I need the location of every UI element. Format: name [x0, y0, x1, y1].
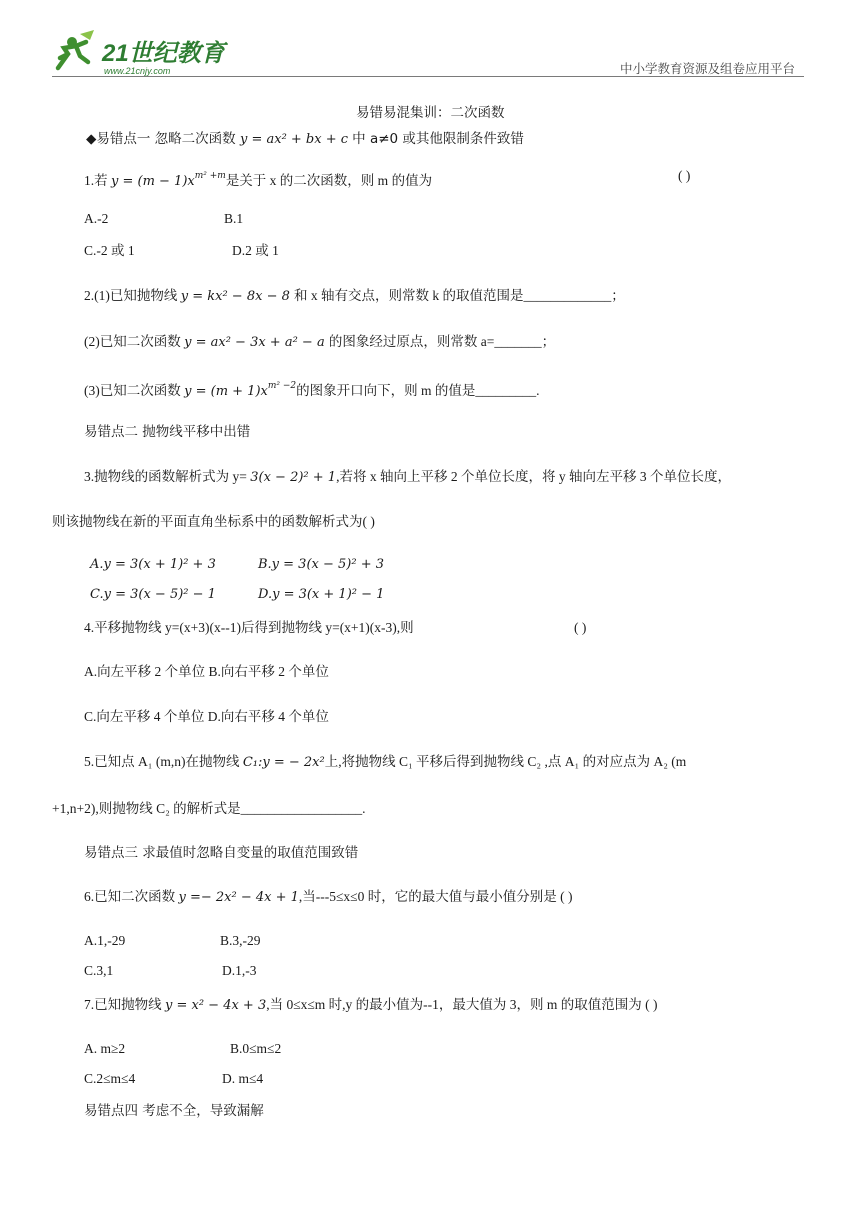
question-3	[84, 468, 731, 487]
q7-option-d: D. m≤4	[222, 1071, 264, 1086]
section-1-tail: 中 a≠0 或其他限制条件致错	[352, 131, 524, 147]
q2-1-formula: y = kx² − 8x − 8	[180, 289, 294, 304]
question-2-part-3	[84, 377, 540, 401]
q2-3-stem: 的图象开口向下，则 m 的值是_________.	[296, 383, 540, 398]
question-1	[84, 167, 432, 191]
q1-stem: 是关于 x 的二次函数，则 m 的值为	[225, 173, 433, 188]
section-1-label: ◆易错点一 忽略二次函数	[86, 131, 236, 147]
q5-prefix: 5.已知点 A₁ (m,n)在抛物线	[84, 754, 240, 769]
q6-formula: y =− 2x² − 4x + 1	[178, 890, 299, 905]
q3-formula: 3(x − 2)² + 1	[250, 470, 337, 485]
q2-3-formula: $y = (m + 1)x^{m^2 -2}$	[184, 381, 297, 399]
question-2-part-1	[84, 287, 625, 306]
header-divider	[52, 76, 804, 77]
q3-stem: ,若将 x 轴向上平移 2 个单位长度，将 y 轴向左平移 3 个单位长度，	[336, 469, 731, 484]
q6-stem: ,当---5≤x≤0 时，它的最大值与最小值分别是 ( )	[298, 889, 573, 904]
q4-options-cd: C.向左平移 4 个单位 D.向右平移 4 个单位	[84, 709, 329, 724]
section-heading-1	[86, 130, 524, 149]
question-4: 4.平移抛物线 y=(x+3)(x--1)后得到抛物线 y=(x+1)(x-3),则	[84, 620, 414, 635]
q6-option-c: C.3,1	[84, 963, 114, 978]
q3-prefix: 3.抛物线的函数解析式为 y=	[84, 469, 247, 484]
section-heading-4: 易错点四 考虑不全，导致漏解	[84, 1103, 264, 1119]
q3-option-d: D.y = 3(x + 1)² − 1	[258, 587, 385, 602]
page-title: 易错易混集训：二次函数	[356, 105, 505, 121]
q4-answer-bracket: ( )	[574, 620, 587, 635]
general-form-formula: y = ax² + bx + c	[239, 132, 353, 147]
logo-text: 21世纪教育	[102, 40, 225, 67]
q7-prefix: 7.已知抛物线	[84, 997, 162, 1012]
q1-option-a: A.-2	[84, 211, 109, 226]
q6-option-d: D.1,-3	[222, 963, 257, 978]
q2-1-prefix: 2.(1)已知抛物线	[84, 288, 178, 303]
q3-option-a: A.y = 3(x + 1)² + 3	[90, 557, 216, 572]
question-7	[84, 996, 658, 1015]
q6-option-a: A.1,-29	[84, 933, 126, 948]
q3-option-c: C.y = 3(x − 5)² − 1	[90, 587, 216, 602]
site-logo	[50, 28, 230, 78]
q1-option-d: D.2 或 1	[232, 243, 279, 258]
q5-stem-line-2: +1,n+2),则抛物线 C₂ 的解析式是__________________.	[52, 801, 366, 816]
q5-stem: 上,将抛物线 C₁ 平移后得到抛物线 C₂ ,点 A₁ 的对应点为 A₂ (m	[324, 754, 687, 769]
q7-option-b: B.0≤m≤2	[230, 1041, 282, 1056]
q1-option-b: B.1	[224, 211, 244, 226]
section-heading-2: 易错点二 抛物线平移中出错	[84, 424, 251, 440]
q2-2-prefix: (2)已知二次函数	[84, 334, 181, 349]
question-6	[84, 888, 572, 907]
question-2-part-2	[84, 333, 555, 352]
q1-answer-bracket: ( )	[678, 168, 691, 183]
q6-prefix: 6.已知二次函数	[84, 889, 176, 904]
section-heading-3: 易错点三 求最值时忽略自变量的取值范围致错	[84, 845, 359, 861]
q1-option-c: C.-2 或 1	[84, 243, 135, 258]
q2-2-stem: 的图象经过原点，则常数 a=_______；	[328, 334, 556, 349]
q4-options-ab: A.向左平移 2 个单位 B.向右平移 2 个单位	[84, 664, 329, 679]
logo-url: www.21cnjy.com	[104, 66, 171, 76]
q2-3-prefix: (3)已知二次函数	[84, 383, 181, 398]
runner-icon	[58, 30, 94, 68]
q6-option-b: B.3,-29	[220, 933, 261, 948]
question-5	[84, 753, 686, 772]
q2-2-formula: y = ax² − 3x + a² − a	[184, 335, 329, 350]
q5-formula: C₁:y = − 2x²	[242, 755, 325, 770]
q1-prefix: 1.若	[84, 173, 108, 188]
q7-stem: ,当 0≤x≤m 时,y 的最小值为--1，最大值为 3，则 m 的取值范围为 ( )	[266, 997, 658, 1012]
platform-name: 中小学教育资源及组卷应用平台	[620, 61, 796, 76]
q2-1-stem: 和 x 轴有交点，则常数 k 的取值范围是_____________；	[294, 288, 625, 303]
q7-option-a: A. m≥2	[84, 1041, 126, 1056]
q3-option-b: B.y = 3(x − 5)² + 3	[258, 557, 385, 572]
q7-formula: y = x² − 4x + 3	[165, 998, 267, 1013]
q1-formula: $y = (m - 1)x^{m^2 +m}$	[111, 171, 226, 189]
q3-stem-line-2: 则该抛物线在新的平面直角坐标系中的函数解析式为( )	[52, 514, 375, 529]
q7-option-c: C.2≤m≤4	[84, 1071, 136, 1086]
